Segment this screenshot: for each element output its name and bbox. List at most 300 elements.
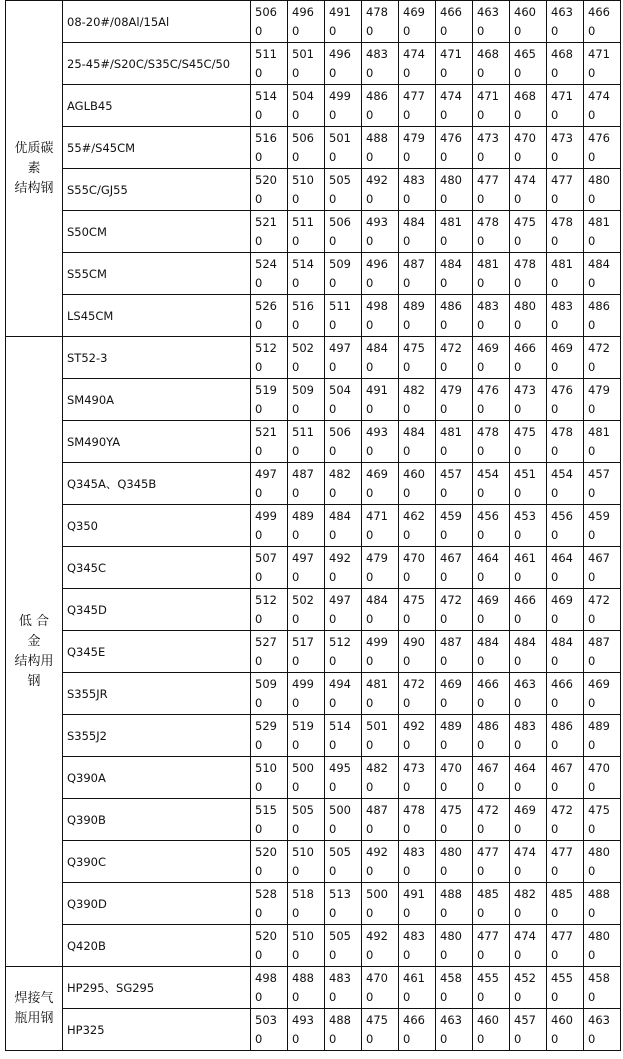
- price-leading-digits: 506: [329, 425, 351, 439]
- price-leading-digits: 484: [514, 635, 536, 649]
- price-trailing-digit: 0: [329, 318, 337, 332]
- price-leading-digits: 455: [477, 971, 499, 985]
- price-leading-digits: 505: [329, 929, 351, 943]
- price-cell: [399, 715, 436, 757]
- price-trailing-digit: 0: [366, 234, 374, 248]
- price-cell: [510, 673, 547, 715]
- price-leading-digits: 458: [440, 971, 462, 985]
- price-leading-digits: 478: [551, 425, 573, 439]
- price-leading-digits: 470: [440, 761, 462, 775]
- price-trailing-digit: 0: [403, 780, 411, 794]
- price-trailing-digit: 0: [440, 486, 448, 500]
- price-cell: [584, 295, 621, 337]
- price-trailing-digit: 0: [403, 66, 411, 80]
- price-trailing-digit: 0: [551, 864, 559, 878]
- price-leading-digits: 466: [477, 677, 499, 691]
- price-trailing-digit: 0: [366, 864, 374, 878]
- price-leading-digits: 470: [588, 761, 610, 775]
- price-trailing-digit: 0: [255, 948, 263, 962]
- price-cell: [473, 505, 510, 547]
- price-cell: [584, 421, 621, 463]
- price-leading-digits: 474: [403, 47, 425, 61]
- price-leading-digits: 492: [329, 551, 351, 565]
- price-leading-digits: 478: [477, 425, 499, 439]
- price-cell: [251, 253, 288, 295]
- table-row: [6, 253, 621, 295]
- price-trailing-digit: 0: [588, 360, 596, 374]
- price-cell: [288, 253, 325, 295]
- grade-cell: Q420B: [63, 925, 251, 967]
- price-trailing-digit: 0: [551, 906, 559, 920]
- price-leading-digits: 511: [292, 215, 314, 229]
- price-leading-digits: 475: [514, 215, 536, 229]
- price-leading-digits: 469: [477, 593, 499, 607]
- price-leading-digits: 487: [588, 635, 610, 649]
- price-trailing-digit: 0: [551, 948, 559, 962]
- price-leading-digits: 456: [477, 509, 499, 523]
- price-trailing-digit: 0: [403, 654, 411, 668]
- price-cell: [288, 379, 325, 421]
- price-trailing-digit: 0: [366, 948, 374, 962]
- price-cell: [547, 43, 584, 85]
- price-leading-digits: 454: [477, 467, 499, 481]
- price-leading-digits: 473: [551, 131, 573, 145]
- price-trailing-digit: 0: [477, 906, 485, 920]
- price-trailing-digit: 0: [255, 444, 263, 458]
- price-leading-digits: 463: [477, 5, 499, 19]
- price-leading-digits: 474: [440, 89, 462, 103]
- price-cell: [473, 379, 510, 421]
- category-cell: [6, 967, 63, 1051]
- price-cell: [325, 589, 362, 631]
- price-cell: [362, 127, 399, 169]
- price-cell: [547, 505, 584, 547]
- price-trailing-digit: 0: [292, 696, 300, 710]
- price-trailing-digit: 0: [292, 654, 300, 668]
- price-cell: [584, 799, 621, 841]
- price-cell: [288, 757, 325, 799]
- price-cell: [510, 463, 547, 505]
- price-cell: [251, 925, 288, 967]
- price-cell: [547, 841, 584, 883]
- category-cell: [6, 1, 63, 337]
- price-leading-digits: 484: [551, 635, 573, 649]
- price-leading-digits: 470: [514, 131, 536, 145]
- price-trailing-digit: 0: [366, 822, 374, 836]
- price-leading-digits: 475: [366, 1013, 388, 1027]
- price-leading-digits: 469: [440, 677, 462, 691]
- price-trailing-digit: 0: [440, 444, 448, 458]
- price-trailing-digit: 0: [551, 570, 559, 584]
- price-trailing-digit: 0: [366, 906, 374, 920]
- price-trailing-digit: 0: [551, 696, 559, 710]
- price-leading-digits: 497: [292, 551, 314, 565]
- price-trailing-digit: 0: [477, 822, 485, 836]
- price-cell: [288, 925, 325, 967]
- price-cell: [436, 967, 473, 1009]
- price-trailing-digit: 0: [588, 738, 596, 752]
- price-leading-digits: 481: [551, 257, 573, 271]
- price-cell: [547, 673, 584, 715]
- grade-cell: HP325: [63, 1009, 251, 1051]
- price-leading-digits: 472: [588, 593, 610, 607]
- price-trailing-digit: 0: [329, 738, 337, 752]
- price-cell: [436, 673, 473, 715]
- price-cell: [510, 127, 547, 169]
- price-leading-digits: 503: [255, 1013, 277, 1027]
- price-cell: [399, 631, 436, 673]
- price-leading-digits: 509: [292, 383, 314, 397]
- category-label-line: 焊接气: [14, 990, 54, 1006]
- price-leading-digits: 487: [292, 467, 314, 481]
- price-leading-digits: 475: [440, 803, 462, 817]
- price-cell: [325, 631, 362, 673]
- price-trailing-digit: 0: [514, 24, 522, 38]
- price-leading-digits: 483: [403, 173, 425, 187]
- price-leading-digits: 481: [588, 425, 610, 439]
- price-trailing-digit: 0: [403, 276, 411, 290]
- price-leading-digits: 468: [477, 47, 499, 61]
- price-leading-digits: 457: [440, 467, 462, 481]
- price-cell: [584, 589, 621, 631]
- price-trailing-digit: 0: [514, 234, 522, 248]
- price-cell: [399, 337, 436, 379]
- price-cell: [399, 463, 436, 505]
- price-cell: [510, 799, 547, 841]
- price-trailing-digit: 0: [440, 864, 448, 878]
- price-leading-digits: 480: [588, 845, 610, 859]
- price-cell: [510, 925, 547, 967]
- price-trailing-digit: 0: [292, 738, 300, 752]
- price-cell: [325, 1009, 362, 1051]
- price-trailing-digit: 0: [514, 570, 522, 584]
- price-leading-digits: 511: [329, 299, 351, 313]
- price-trailing-digit: 0: [366, 528, 374, 542]
- price-leading-digits: 489: [440, 719, 462, 733]
- price-trailing-digit: 0: [551, 150, 559, 164]
- price-cell: [325, 169, 362, 211]
- price-leading-digits: 471: [477, 89, 499, 103]
- price-leading-digits: 455: [551, 971, 573, 985]
- price-leading-digits: 477: [477, 929, 499, 943]
- price-leading-digits: 498: [366, 299, 388, 313]
- price-leading-digits: 481: [440, 215, 462, 229]
- category-label-line: 钢: [27, 673, 41, 689]
- price-cell: [251, 715, 288, 757]
- price-leading-digits: 500: [366, 887, 388, 901]
- price-leading-digits: 475: [588, 803, 610, 817]
- price-leading-digits: 464: [551, 551, 573, 565]
- price-cell: [325, 211, 362, 253]
- price-trailing-digit: 0: [403, 948, 411, 962]
- price-cell: [547, 211, 584, 253]
- price-leading-digits: 524: [255, 257, 277, 271]
- price-cell: [362, 169, 399, 211]
- price-trailing-digit: 0: [403, 570, 411, 584]
- price-trailing-digit: 0: [255, 402, 263, 416]
- price-cell: [473, 295, 510, 337]
- price-trailing-digit: 0: [551, 612, 559, 626]
- price-trailing-digit: 0: [292, 906, 300, 920]
- price-trailing-digit: 0: [477, 24, 485, 38]
- price-cell: [288, 589, 325, 631]
- price-leading-digits: 472: [440, 341, 462, 355]
- price-cell: [436, 421, 473, 463]
- price-trailing-digit: 0: [514, 276, 522, 290]
- price-trailing-digit: 0: [551, 444, 559, 458]
- grade-cell: 55#/S45CM: [63, 127, 251, 169]
- price-trailing-digit: 0: [477, 444, 485, 458]
- price-cell: [251, 883, 288, 925]
- price-leading-digits: 500: [292, 761, 314, 775]
- price-cell: [399, 43, 436, 85]
- price-leading-digits: 505: [329, 845, 351, 859]
- grade-cell: ST52-3: [63, 337, 251, 379]
- price-trailing-digit: 0: [255, 66, 263, 80]
- price-trailing-digit: 0: [477, 234, 485, 248]
- price-leading-digits: 499: [366, 635, 388, 649]
- grade-cell: S55C/GJ55: [63, 169, 251, 211]
- price-cell: [251, 505, 288, 547]
- price-cell: [251, 85, 288, 127]
- price-leading-digits: 499: [255, 509, 277, 523]
- price-cell: [362, 295, 399, 337]
- price-trailing-digit: 0: [440, 612, 448, 626]
- price-trailing-digit: 0: [255, 780, 263, 794]
- price-trailing-digit: 0: [292, 822, 300, 836]
- table-row: [6, 211, 621, 253]
- price-trailing-digit: 0: [329, 990, 337, 1004]
- price-cell: [251, 589, 288, 631]
- price-leading-digits: 505: [292, 803, 314, 817]
- price-leading-digits: 485: [477, 887, 499, 901]
- price-cell: [510, 589, 547, 631]
- price-cell: [436, 925, 473, 967]
- price-cell: [325, 253, 362, 295]
- price-cell: [288, 883, 325, 925]
- price-trailing-digit: 0: [477, 486, 485, 500]
- price-leading-digits: 528: [255, 887, 277, 901]
- grade-cell: SM490YA: [63, 421, 251, 463]
- table-row: [6, 169, 621, 211]
- price-leading-digits: 469: [551, 341, 573, 355]
- price-cell: [584, 1, 621, 43]
- price-leading-digits: 461: [403, 971, 425, 985]
- price-trailing-digit: 0: [440, 990, 448, 1004]
- price-leading-digits: 463: [551, 5, 573, 19]
- price-leading-digits: 472: [588, 341, 610, 355]
- price-leading-digits: 477: [551, 929, 573, 943]
- price-trailing-digit: 0: [255, 150, 263, 164]
- price-trailing-digit: 0: [588, 570, 596, 584]
- price-cell: [399, 883, 436, 925]
- price-trailing-digit: 0: [477, 696, 485, 710]
- price-cell: [288, 43, 325, 85]
- price-trailing-digit: 0: [514, 486, 522, 500]
- price-leading-digits: 511: [255, 47, 277, 61]
- price-trailing-digit: 0: [588, 1032, 596, 1046]
- price-cell: [547, 757, 584, 799]
- table-row: [6, 1, 621, 43]
- category-label-line: 结构用: [14, 653, 54, 669]
- price-trailing-digit: 0: [329, 360, 337, 374]
- price-cell: [362, 337, 399, 379]
- price-cell: [547, 337, 584, 379]
- price-cell: [325, 85, 362, 127]
- price-cell: [547, 715, 584, 757]
- price-trailing-digit: 0: [292, 570, 300, 584]
- price-leading-digits: 478: [403, 803, 425, 817]
- price-trailing-digit: 0: [329, 444, 337, 458]
- price-leading-digits: 468: [514, 89, 536, 103]
- price-cell: [399, 505, 436, 547]
- price-cell: [584, 505, 621, 547]
- table-row: [6, 463, 621, 505]
- price-leading-digits: 493: [292, 1013, 314, 1027]
- price-leading-digits: 492: [403, 719, 425, 733]
- price-leading-digits: 520: [255, 173, 277, 187]
- price-leading-digits: 506: [329, 215, 351, 229]
- price-leading-digits: 466: [403, 1013, 425, 1027]
- price-leading-digits: 519: [255, 383, 277, 397]
- price-trailing-digit: 0: [551, 990, 559, 1004]
- price-cell: [510, 547, 547, 589]
- price-trailing-digit: 0: [403, 402, 411, 416]
- price-trailing-digit: 0: [588, 654, 596, 668]
- price-leading-digits: 477: [403, 89, 425, 103]
- price-leading-digits: 478: [366, 5, 388, 19]
- price-cell: [473, 253, 510, 295]
- price-leading-digits: 488: [588, 887, 610, 901]
- price-cell: [399, 169, 436, 211]
- price-cell: [251, 967, 288, 1009]
- price-trailing-digit: 0: [588, 780, 596, 794]
- price-leading-digits: 480: [440, 173, 462, 187]
- price-leading-digits: 477: [477, 845, 499, 859]
- price-leading-digits: 478: [551, 215, 573, 229]
- price-leading-digits: 481: [588, 215, 610, 229]
- price-trailing-digit: 0: [514, 612, 522, 626]
- table-row: [6, 883, 621, 925]
- price-trailing-digit: 0: [329, 906, 337, 920]
- price-cell: [399, 967, 436, 1009]
- price-trailing-digit: 0: [292, 234, 300, 248]
- price-cell: [325, 127, 362, 169]
- price-cell: [251, 337, 288, 379]
- price-trailing-digit: 0: [255, 276, 263, 290]
- price-trailing-digit: 0: [366, 696, 374, 710]
- price-trailing-digit: 0: [329, 570, 337, 584]
- price-trailing-digit: 0: [255, 318, 263, 332]
- price-leading-digits: 474: [514, 845, 536, 859]
- price-trailing-digit: 0: [255, 528, 263, 542]
- price-cell: [362, 883, 399, 925]
- price-leading-digits: 463: [440, 1013, 462, 1027]
- price-cell: [399, 589, 436, 631]
- price-trailing-digit: 0: [329, 696, 337, 710]
- price-trailing-digit: 0: [440, 360, 448, 374]
- price-trailing-digit: 0: [292, 612, 300, 626]
- price-trailing-digit: 0: [440, 192, 448, 206]
- price-cell: [473, 673, 510, 715]
- price-trailing-digit: 0: [329, 192, 337, 206]
- price-leading-digits: 504: [292, 89, 314, 103]
- price-cell: [251, 841, 288, 883]
- price-leading-digits: 514: [292, 257, 314, 271]
- price-trailing-digit: 0: [403, 486, 411, 500]
- price-leading-digits: 468: [551, 47, 573, 61]
- price-trailing-digit: 0: [588, 108, 596, 122]
- table-row: [6, 505, 621, 547]
- price-leading-digits: 483: [403, 845, 425, 859]
- price-cell: [436, 379, 473, 421]
- price-trailing-digit: 0: [588, 864, 596, 878]
- price-cell: [288, 421, 325, 463]
- price-cell: [584, 547, 621, 589]
- price-trailing-digit: 0: [329, 822, 337, 836]
- price-trailing-digit: 0: [329, 150, 337, 164]
- price-leading-digits: 451: [514, 467, 536, 481]
- price-cell: [510, 631, 547, 673]
- price-leading-digits: 526: [255, 299, 277, 313]
- price-cell: [251, 1009, 288, 1051]
- price-trailing-digit: 0: [366, 108, 374, 122]
- price-leading-digits: 466: [514, 593, 536, 607]
- grade-cell: HP295、SG295: [63, 967, 251, 1009]
- price-trailing-digit: 0: [514, 66, 522, 80]
- price-cell: [510, 505, 547, 547]
- price-cell: [436, 547, 473, 589]
- price-leading-digits: 457: [514, 1013, 536, 1027]
- price-trailing-digit: 0: [292, 948, 300, 962]
- price-trailing-digit: 0: [514, 738, 522, 752]
- price-cell: [288, 967, 325, 1009]
- price-trailing-digit: 0: [514, 654, 522, 668]
- price-cell: [584, 85, 621, 127]
- price-cell: [362, 589, 399, 631]
- grade-cell: Q345D: [63, 589, 251, 631]
- price-trailing-digit: 0: [588, 612, 596, 626]
- price-trailing-digit: 0: [403, 192, 411, 206]
- price-trailing-digit: 0: [514, 990, 522, 1004]
- price-leading-digits: 493: [366, 215, 388, 229]
- table-body: [6, 1, 621, 1051]
- price-cell: [436, 757, 473, 799]
- price-trailing-digit: 0: [366, 192, 374, 206]
- price-trailing-digit: 0: [292, 24, 300, 38]
- price-trailing-digit: 0: [477, 570, 485, 584]
- price-trailing-digit: 0: [255, 24, 263, 38]
- price-cell: [584, 1009, 621, 1051]
- price-trailing-digit: 0: [477, 654, 485, 668]
- price-trailing-digit: 0: [366, 612, 374, 626]
- price-cell: [362, 631, 399, 673]
- price-leading-digits: 480: [588, 173, 610, 187]
- grade-cell: Q390C: [63, 841, 251, 883]
- price-trailing-digit: 0: [440, 780, 448, 794]
- price-leading-digits: 489: [588, 719, 610, 733]
- price-cell: [362, 925, 399, 967]
- price-leading-digits: 510: [292, 173, 314, 187]
- price-leading-digits: 512: [329, 635, 351, 649]
- price-leading-digits: 511: [292, 425, 314, 439]
- price-leading-digits: 470: [403, 551, 425, 565]
- price-cell: [251, 799, 288, 841]
- table-row: [6, 1009, 621, 1051]
- price-cell: [288, 799, 325, 841]
- price-trailing-digit: 0: [255, 864, 263, 878]
- price-cell: [584, 715, 621, 757]
